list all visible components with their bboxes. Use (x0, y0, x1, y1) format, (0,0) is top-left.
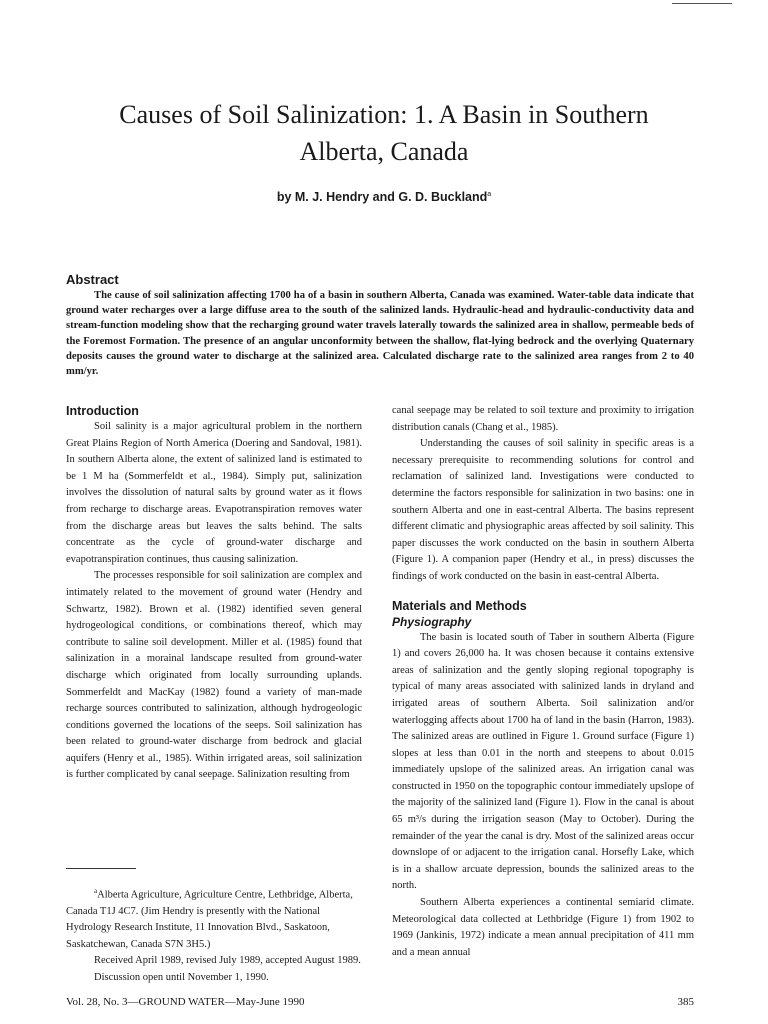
footnote-rule (66, 868, 136, 869)
abstract-text: The cause of soil salinization affecting 1700 ha of a basin in southern Alberta, Canada was examined. Water-table data indicate that ground water recharges over a large diffuse area to the south of the salinized lands. Hydraulic-head and hydraulic-conductivity data and stream-function modeling show that the recharging ground water travels laterally towards the salinized area in shallow, permeable beds of the Foremost Formation. The presence of an angular unconformity between the shallow, flat-lying bedrock and the overlying Quaternary deposits causes the ground water to discharge at the salinized area. Calculated discharge rate to the salinized area ranges from 2 to 40 mm/yr. (66, 290, 694, 378)
footnote (66, 883, 362, 986)
footnote-affiliation-line (66, 883, 362, 953)
introduction-heading: Introduction (66, 404, 139, 418)
corner-mark (672, 3, 732, 4)
physiography-paragraph: The basin is located south of Taber in southern Alberta (Figure 1) and covers 26,000 ha. It was chosen because it contains extensive areas of salinization and the gently sloping regional topography is typical of many areas associated with salinized lands in dryland and irrigated areas of southern Alberta. Soil salinization and/or waterlogging affects about 1700 ha of land in the basin (Harron, 1983). The salinized areas are outlined in Figure 1. Ground surface (Figure 1) slopes at less than 0.01 in the north and steepens to about 0.015 immediately upslope of the salinized areas. An irrigation canal was constructed in 1950 on the topographic contour immediately upslope of the majority of the salinized land (Figure 1). Flow in the canal is about 65 m³/s during the irrigation season (May to October). During the remainder of the year the canal is dry. Most of the salinized areas occur downslope of or adjacent to the irrigation canal. Horsefly Lake, which is in a shallow arcuate depression, bounds the salinized areas to the north. (392, 631, 694, 892)
page-number: 385 (677, 996, 694, 1008)
running-footer: Vol. 28, No. 3—GROUND WATER—May-June 1990 (66, 996, 305, 1008)
authors-line (90, 190, 678, 204)
methods-heading: Materials and Methods (392, 598, 527, 613)
intro-continuation: canal seepage may be related to soil texture and proximity to irrigation distribution canals (Chang et al., 1985). (392, 405, 694, 433)
physiography-paragraph: Southern Alberta experiences a continental semiarid climate. Meteorological data collected at Lethbridge (Figure 1) from 1902 to 1969 (Jankinis, 1972) indicate a mean annual precipitation of 411 mm and a mean annual (392, 897, 694, 958)
authors-text: by M. J. Hendry and G. D. Buckland (276, 190, 488, 204)
footnote-affiliation: Alberta Agriculture, Agriculture Centre, Lethbridge, Alberta, Canada T1J 4C7. (Jim Hendry is presently with the National Hydrology Research Institute, 11 Innovation Blvd., Saskatoon, Saskatchewan, Canada S7N 3H5.) (66, 889, 353, 950)
paper-title: Causes of Soil Salinization: 1. A Basin in Southern Alberta, Canada (119, 100, 649, 166)
physiography-heading: Physiography (392, 614, 472, 629)
author-footnote-mark: a (487, 190, 492, 198)
left-column (66, 403, 362, 784)
intro-paragraph: The processes responsible for soil salinization are complex and intimately related to the movement of ground water (Hendry and Schwartz, 1982). Brown et al. (1982) identified seven general hydrogeological conditions, or combinations thereof, which may contribute to saline soil development. Miller et al. (1985) found that salinization in a morainal landscape resulted from ground-water discharge which originated from locally surrounding uplands. Sommerfeldt and MacKay (1982) found a variety of man-made recharge sources contributed to salinization, although hydrogeologic conditions governed the locations of the seeps. Soil salinization has been related to ground-water discharge from bedrock and glacial aquifers (Henry et al., 1985). Within irrigated areas, soil salinization is further complicated by canal seepage. Salinization resulting from (66, 570, 362, 781)
footnote-mark: a (94, 887, 98, 895)
intro-paragraph: Understanding the causes of soil salinity in specific areas is a necessary prerequisite to recommending solutions for control and reclamation of salinized land. Investigations were conducted to determine the factors responsible for salinization in two basins: one in southern Alberta and one in east-central Alberta. The basins represent different climatic and physiographic areas affected by soil salinity. This paper discusses the work conducted on the basin in southern Alberta (Figure 1). A companion paper (Hendry et al., in press) discusses the findings of work conducted on the basin in east-central Alberta. (392, 438, 694, 582)
footnote-received: Received April 1989, revised July 1989, accepted August 1989. (94, 955, 361, 967)
right-column (392, 403, 694, 961)
abstract-heading: Abstract (66, 272, 119, 287)
footnote-discussion: Discussion open until November 1, 1990. (94, 971, 269, 983)
intro-paragraph: Soil salinity is a major agricultural problem in the northern Great Plains Region of North America (Doering and Sandoval, 1981). In southern Alberta alone, the extent of salinized land is estimated to be 1 M ha (Sommerfeldt et al., 1984). Simply put, salinization involves the dissolution of natural salts by ground water as it flows from recharge to discharge areas. Evapotranspiration removes water from the discharge areas but leaves the salts behind. The salts concentrate as the cycle of ground-water discharge and evapotranspiration continues, thus causing salinization. (66, 421, 362, 565)
